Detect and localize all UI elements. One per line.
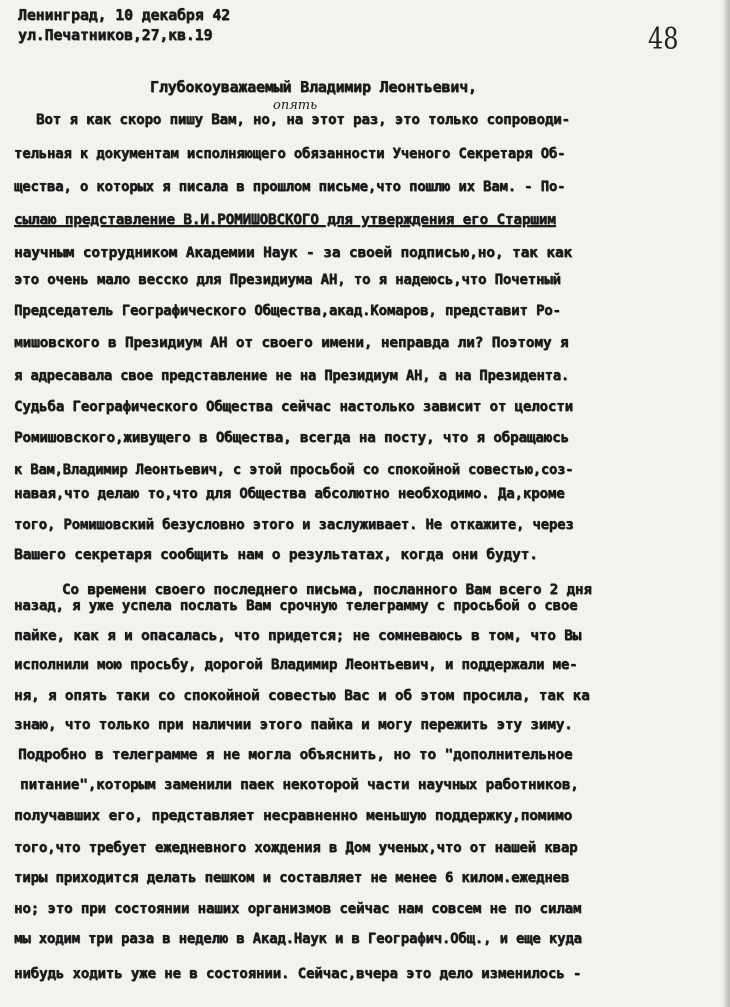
body-line-9: я адресавала свое представление не на Президиум АН, а на Президента. bbox=[14, 368, 570, 384]
body-line-25: того,что требует ежедневного хождения в Дом ученых,что от нашей квар bbox=[14, 840, 578, 856]
header-address: ул.Печатников,27,кв.19 bbox=[18, 26, 213, 44]
body-line-26: тиры приходится делать пешком и составляет не менее 6 килом.ежеднев bbox=[14, 870, 570, 886]
body-line-13: навая,что делаю то,что для Общества абсолютно необходимо. Да,кроме bbox=[14, 486, 565, 502]
body-line-7: Председатель Географического Общества,акад.Комаров, представит Ро- bbox=[14, 303, 561, 319]
body-line-15: Вашего секретаря сообщить нам о результатах, когда они будут. bbox=[14, 546, 538, 563]
body-line-24: получавших его, представляет несравненно меньшую поддержку,помимо bbox=[14, 807, 573, 824]
body-line-22: Подробно в телеграмме я не могла объяснить, но то "дополнительное bbox=[18, 747, 573, 763]
body-line-5: научным сотрудником Академии Наук - за своей подписью,но, так как bbox=[14, 244, 573, 261]
body-line-2: тельная к документам исполняющего обязанности Ученого Секретаря Об- bbox=[14, 146, 566, 162]
body-line-23: питание",которым заменили паек некоторой части научных работников, bbox=[20, 777, 579, 793]
body-line-3: щества, о которых я писала в прошлом письме,что пошлю их Вам. - По- bbox=[14, 179, 566, 195]
body-line-12: к Вам,Владимир Леонтьевич, с этой просьбой со спокойной совестью,соз- bbox=[14, 462, 574, 478]
body-line-1: Вот я как скоро пишу Вам, но, на этот раз, это только сопроводи- bbox=[36, 112, 570, 128]
body-line-11: Ромишовского,живущего в Общества, всегда на посту, что я обращаюсь bbox=[14, 430, 569, 446]
body-line-16: Со времени своего последнего письма, посланного Вам всего 2 дня bbox=[62, 582, 592, 598]
handwritten-insert: опять bbox=[273, 98, 318, 113]
body-line-8: мишовского в Президиум АН от своего имени, неправда ли? Поэтому я bbox=[14, 335, 569, 351]
page-edge-shadow bbox=[722, 0, 730, 1007]
body-line-28: мы ходим три раза в неделю в Акад.Наук и в Географич.Общ., и еще куда bbox=[14, 931, 582, 947]
body-line-18: пайке, как я и опасалась, что придется; не сомневаюсь в том, что Вы bbox=[14, 628, 582, 644]
body-line-6: это очень мало весско для Президиума АН, то я надеюсь,что Почетный bbox=[14, 272, 561, 288]
body-line-17: назад, я уже успела послать Вам срочную телеграмму с просьбой о свое bbox=[14, 598, 578, 614]
header-city-date: Ленинград, 10 декабря 42 bbox=[18, 6, 230, 24]
body-line-20: ня, я опять таки со спокойной совестью Вас и об этом просила, так ка bbox=[14, 688, 590, 704]
page-number: 48 bbox=[648, 22, 679, 57]
body-line-29: нибудь ходить уже не в состоянии. Сейчас,вчера это дело изменилось - bbox=[14, 966, 582, 982]
body-line-4: сылаю представление В.И.РОМИШОВСКОГО для утверждения его Старшим bbox=[14, 212, 556, 228]
body-line-14: того, Ромишовский безусловно этого и заслуживает. Не откажите, через bbox=[14, 517, 574, 533]
body-line-19: исполнили мою просьбу, дорогой Владимир Леонтьевич, и поддержали ме- bbox=[14, 657, 578, 673]
body-line-27: но; это при состоянии наших организмов сейчас нам совсем не по силам bbox=[14, 901, 582, 917]
body-line-10: Судьба Географического Общества сейчас настолько зависит от целости bbox=[14, 399, 573, 415]
salutation: Глубокоуважаемый Владимир Леонтьевич, bbox=[150, 78, 477, 96]
body-line-21: знаю, что только при наличии этого пайка и могу пережить эту зиму. bbox=[14, 717, 573, 733]
